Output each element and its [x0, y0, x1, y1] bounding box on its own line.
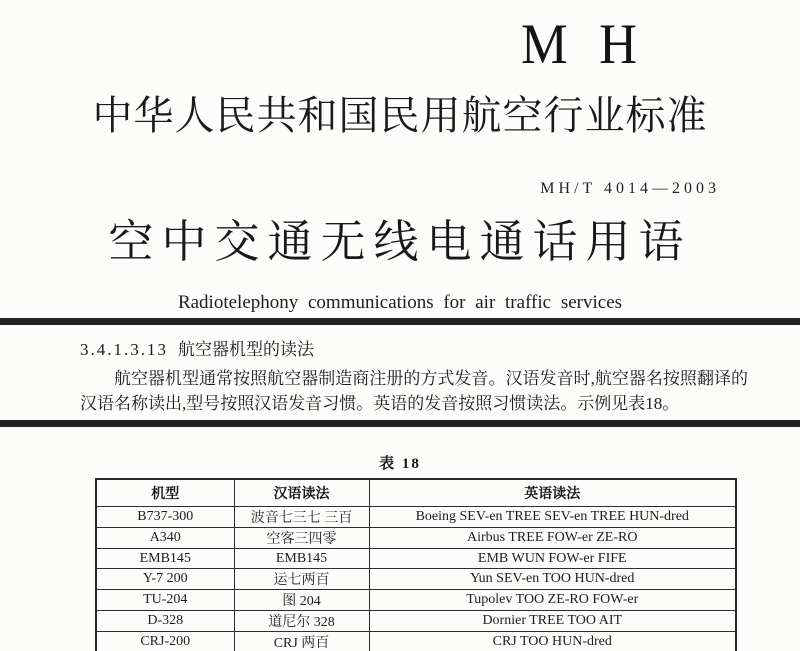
horizontal-rule-bottom	[0, 420, 800, 427]
cell-chinese-reading: CRJ 两百	[234, 632, 369, 651]
cell-aircraft-type: EMB145	[96, 549, 234, 569]
table-row	[96, 590, 736, 611]
table-row	[96, 632, 736, 651]
mh-standard-logo: M H	[521, 13, 638, 76]
cell-chinese-reading: 道尼尔 328	[234, 611, 369, 632]
cell-aircraft-type: B737-300	[96, 507, 234, 528]
aircraft-type-table	[95, 478, 737, 651]
standard-code: MH/T 4014—2003	[540, 180, 720, 197]
cell-chinese-reading: 运七两百	[234, 569, 369, 590]
cell-english-reading: CRJ TOO HUN-dred	[369, 632, 736, 651]
cell-chinese-reading: 图 204	[234, 590, 369, 611]
table-row	[96, 528, 736, 549]
table-header-row	[96, 479, 736, 507]
table-row	[96, 507, 736, 528]
horizontal-rule-top	[0, 318, 800, 325]
section-number: 3.4.1.3.13	[80, 340, 168, 359]
section-paragraph: 航空器机型通常按照航空器制造商注册的方式发音。汉语发音时,航空器名按照翻译的汉语名称读出,型号按照汉语发音习惯。英语的发音按照习惯读法。示例见表18。	[80, 369, 748, 413]
cell-english-reading: Yun SEV-en TOO HUN-dred	[369, 569, 736, 590]
document-title-english: Radiotelephony communications for air traffic services	[177, 292, 623, 313]
cell-aircraft-type: A340	[96, 528, 234, 549]
cell-english-reading: Tupolev TOO ZE-RO FOW-er	[369, 590, 736, 611]
section-heading	[80, 337, 748, 362]
cell-english-reading: EMB WUN FOW-er FIFE	[369, 549, 736, 569]
cell-chinese-reading: 波音七三七 三百	[234, 507, 369, 528]
table-caption: 表 18	[379, 456, 421, 472]
cell-chinese-reading: EMB145	[234, 549, 369, 569]
cell-english-reading: Boeing SEV-en TREE SEV-en TREE HUN-dred	[369, 507, 736, 528]
cell-english-reading: Dornier TREE TOO AIT	[369, 611, 736, 632]
cell-aircraft-type: D-328	[96, 611, 234, 632]
section-aircraft-type-reading	[80, 337, 748, 416]
column-header-aircraft-type: 机型	[96, 479, 234, 507]
cell-aircraft-type: TU-204	[96, 590, 234, 611]
table-row	[96, 569, 736, 590]
cell-chinese-reading: 空客三四零	[234, 528, 369, 549]
table-row	[96, 611, 736, 632]
column-header-english-reading: 英语读法	[369, 479, 736, 507]
table-row	[96, 549, 736, 569]
document-title-chinese: 空中交通无线电通话用语	[108, 217, 692, 267]
cell-english-reading: Airbus TREE FOW-er ZE-RO	[369, 528, 736, 549]
cell-aircraft-type: CRJ-200	[96, 632, 234, 651]
cell-aircraft-type: Y-7 200	[96, 569, 234, 590]
column-header-chinese-reading: 汉语读法	[234, 479, 369, 507]
section-heading-text: 航空器机型的读法	[178, 340, 314, 359]
standard-org-title: 中华人民共和国民用航空行业标准	[92, 93, 708, 138]
